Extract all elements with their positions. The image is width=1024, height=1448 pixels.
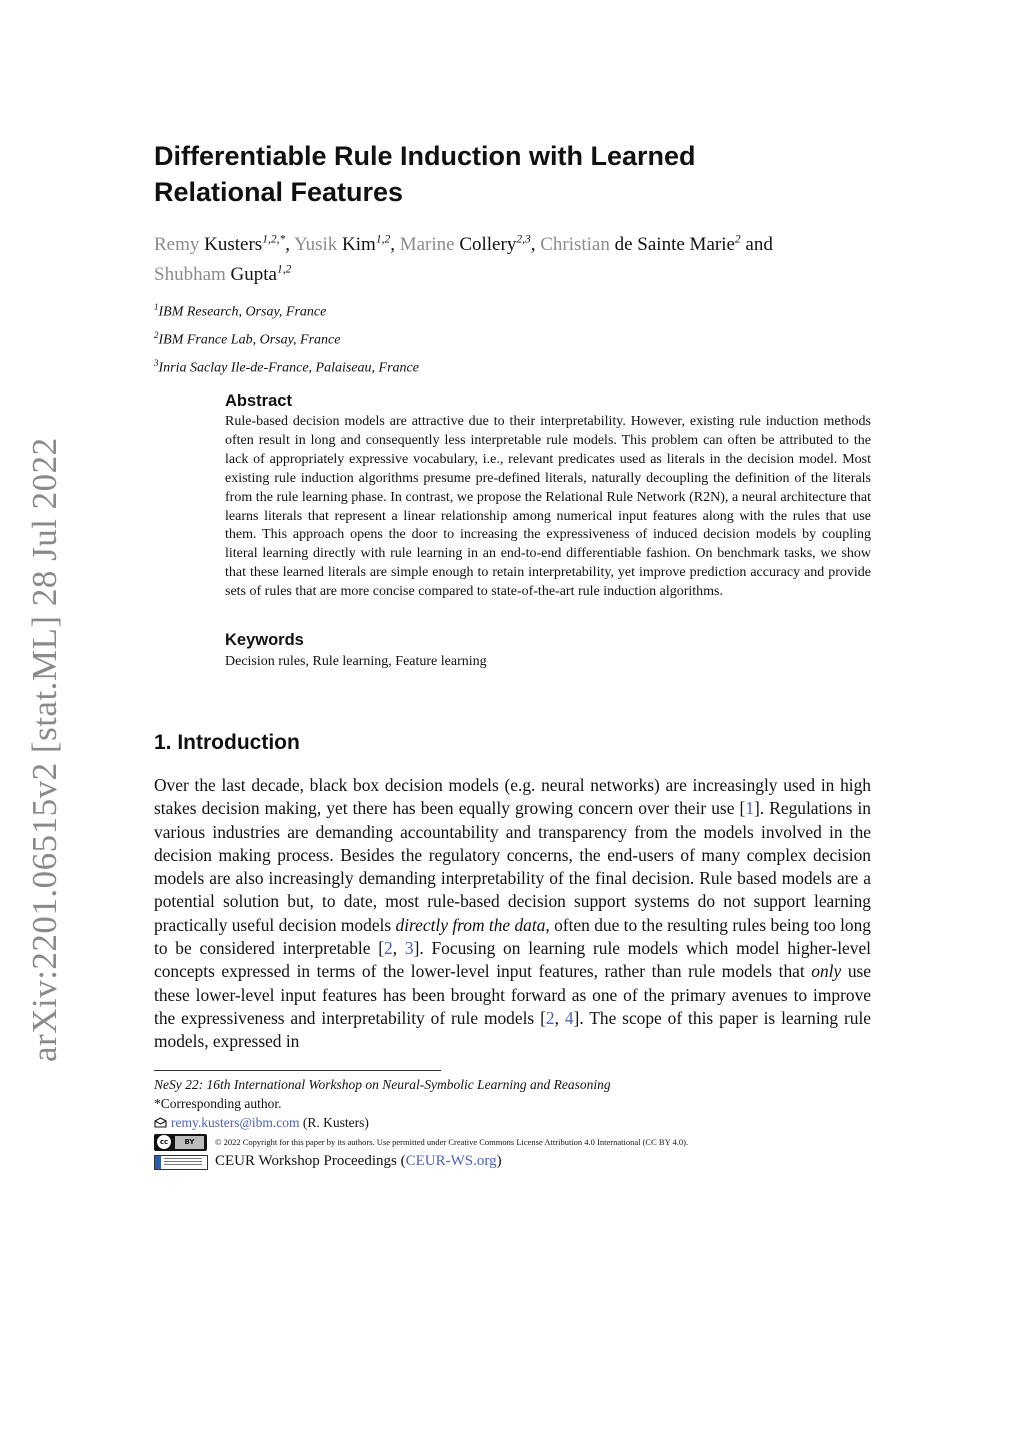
abstract-section (225, 391, 871, 602)
affiliation: $^3$Inria Saclay Ile-de-France, Palaiseau, France (154, 358, 419, 376)
citation-link[interactable]: 4 (564, 1007, 574, 1028)
affiliation-list (154, 296, 754, 380)
author: Marine Collery$^{2,3}$, (399, 234, 541, 256)
email-link[interactable]: remy.kusters@ibm.com (171, 1115, 300, 1130)
citation-link[interactable]: 2 (545, 1007, 555, 1028)
abstract-text: Rule-based decision models are attractive due to their interpretability. However, existing rule induction methods often result in long and consequently less interpretable rule models. This problem can often be attributed to the lack of appropriately expressive vocabulary, i.e., relevant predicates used as literals in the decision model. Most existing rule induction algorithms presume pre-defined literals, naturally decoupling the definition of the literals from the rule learning phase. In contrast, we propose the Relational Rule Network (R2N), a neural architecture that learns literals that represent a linear relationship among numerical input features along with the rules that use them. This approach opens the door to increasing the expressiveness of induced decision models by coupling literal learning directly with rule learning in an end-to-end differentiable fashion. On benchmark tasks, we show that these learned literals are simple enough to retain interpretability, yet improve prediction accuracy and provide sets of rules that are more concise compared to state-of-the-art rule induction algorithms. (225, 414, 871, 600)
introduction-paragraph: Over the last decade, black box decision models (e.g. neural networks) are increasingly used in high stakes decision making, yet there has been equally growing concern over their use [1]. Regulations in various industries are demanding accountability and transparency from the models involved in the decision making process. Besides the regulatory concerns, the end-users of many complex decision models are also increasingly demanding interpretability of the final decision. Rule based models are a potential solution but, to date, most rule-based decision support systems do not support learning practically useful decision models directly from the data, often due to the resulting rules being too long to be considered interpretable [2, 3]. Focusing on learning rule models which model higher-level concepts expressed in terms of the lower-level input features, rather than rule models that only use these lower-level input features has been brought forward as one of the primary avenues to improve the expressiveness and interpretability of rule models [2, 4]. The scope of this paper is learning rule models, expressed in (154, 775, 872, 1052)
keywords-section (225, 630, 871, 671)
corresponding-author-note: *Corresponding author. (154, 1096, 282, 1111)
proceedings-footnote: CEUR Workshop Proceedings (CEUR-WS.org) (215, 1153, 502, 1169)
abstract-heading: Abstract (225, 392, 292, 410)
keywords-heading: Keywords (225, 631, 304, 649)
cc-symbol: cc (157, 1135, 171, 1149)
by-symbol: BY (175, 1136, 204, 1149)
ceur-ws-link[interactable]: CEUR-WS.org (405, 1153, 497, 1169)
author: Remy Kusters$^{1,2,*}$, (154, 234, 294, 256)
citation-link[interactable]: 3 (404, 938, 414, 959)
ceur-logo-icon (154, 1155, 208, 1170)
affiliation: $^2$IBM France Lab, Orsay, France (154, 330, 341, 348)
venue-footnote: NeSy 22: 16th International Workshop on Neural-Symbolic Learning and Reasoning (154, 1077, 611, 1092)
cc-by-icon[interactable] (154, 1134, 207, 1151)
author-list (154, 228, 874, 287)
citation-link[interactable]: 2 (384, 938, 393, 959)
introduction-heading: 1. Introduction (154, 731, 300, 754)
arxiv-identifier: arXiv:2201.06515v2 [stat.ML] 28 Jul 2022 (25, 437, 64, 1062)
title-line-2: Relational Features (154, 177, 404, 207)
author: Yusik Kim$^{1,2}$, (294, 234, 400, 256)
affiliation: $^1$IBM Research, Orsay, France (154, 302, 327, 320)
email-footnote: remy.kusters@ibm.com (R. Kusters) (154, 1114, 369, 1132)
keywords-text: Decision rules, Rule learning, Feature learning (225, 654, 487, 669)
title-line-1: Differentiable Rule Induction with Learned (154, 141, 696, 171)
license-text: © 2022 Copyright for this paper by its authors. Use permitted under Creative Commons License Attribution 4.0 International (CC BY 4.0). (215, 1137, 689, 1147)
citation-link[interactable]: 1 (745, 798, 755, 819)
author: Christian de Sainte Marie$^2$ and (540, 234, 773, 256)
author: Shubham Gupta$^{1,2}$ (154, 263, 292, 285)
paper-title (154, 138, 854, 210)
footnote-divider (154, 1070, 441, 1071)
envelope-icon (154, 1115, 167, 1126)
